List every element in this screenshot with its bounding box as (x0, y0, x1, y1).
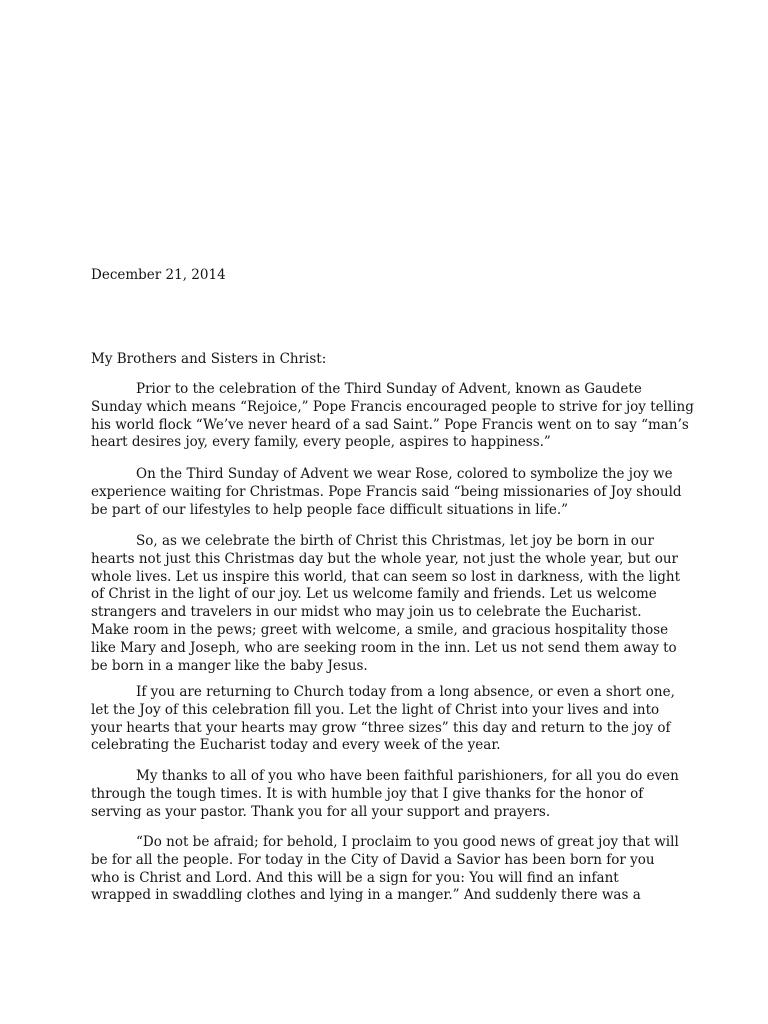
paragraph-line: of Christ in the light of our joy. Let us welcome family and friends. Let us welcome (91, 586, 657, 603)
paragraph-4 (91, 684, 691, 755)
paragraph-1 (91, 381, 694, 452)
paragraph-line: wrapped in swaddling clothes and lying in a manger.” And suddenly there was a (91, 887, 641, 904)
paragraph-line: experience waiting for Christmas. Pope Francis said “being missionaries of Joy should (91, 483, 682, 500)
paragraph-3 (91, 533, 691, 675)
paragraph-line: be born in a manger like the baby Jesus. (91, 657, 368, 674)
paragraph-6 (91, 834, 691, 905)
paragraph-line: be part of our lifestyles to help people face difficult situations in life.” (91, 501, 569, 518)
paragraph-line: let the Joy of this celebration fill you. Let the light of Christ into your lives and into (91, 701, 660, 718)
paragraph-line: be for all the people. For today in the City of David a Savior has been born for you (91, 851, 655, 868)
paragraph-line: Make room in the pews; greet with welcome, a smile, and gracious hospitality those (91, 621, 669, 638)
paragraph-line: serving as your pastor. Thank you for all your support and prayers. (91, 803, 551, 820)
paragraph-line: “Do not be afraid; for behold, I proclaim to you good news of great joy that will (136, 834, 679, 850)
paragraph-line: If you are returning to Church today from a long absence, or even a short one, (136, 684, 675, 700)
paragraph-line: whole lives. Let us inspire this world, that can seem so lost in darkness, with the light (91, 568, 681, 585)
paragraph-2 (91, 466, 691, 519)
paragraph-5 (91, 768, 691, 821)
paragraph-line: On the Third Sunday of Advent we wear Rose, colored to symbolize the joy we (136, 466, 673, 482)
paragraph-line: Prior to the celebration of the Third Sunday of Advent, known as Gaudete (136, 381, 642, 397)
paragraph-line: strangers and travelers in our midst who may join us to celebrate the Eucharist. (91, 604, 642, 621)
paragraph-line: your hearts that your hearts may grow “three sizes” this day and return to the joy of (91, 719, 671, 736)
paragraph-line: celebrating the Eucharist today and every week of the year. (91, 737, 501, 754)
letter-date: December 21, 2014 (91, 267, 226, 283)
paragraph-line: like Mary and Joseph, who are seeking room in the inn. Let us not send them away to (91, 639, 677, 656)
paragraph-line: heart desires joy, every family, every people, aspires to happiness.” (91, 434, 551, 451)
paragraph-line: who is Christ and Lord. And this will be a sign for you: You will find an infant (91, 869, 619, 886)
paragraph-line: hearts not just this Christmas day but the whole year, not just the whole year, but our (91, 550, 679, 567)
paragraph-line: Sunday which means “Rejoice,” Pope Francis encouraged people to strive for joy telling (91, 398, 694, 415)
paragraph-line: My thanks to all of you who have been faithful parishioners, for all you do even (136, 768, 679, 784)
paragraph-line: So, as we celebrate the birth of Christ this Christmas, let joy be born in our (136, 533, 654, 549)
paragraph-line: through the tough times. It is with humble joy that I give thanks for the honor of (91, 785, 644, 802)
letter-salutation: My Brothers and Sisters in Christ: (91, 351, 327, 367)
paragraph-line: his world flock “We’ve never heard of a sad Saint.” Pope Francis went on to say “man’s (91, 416, 689, 433)
